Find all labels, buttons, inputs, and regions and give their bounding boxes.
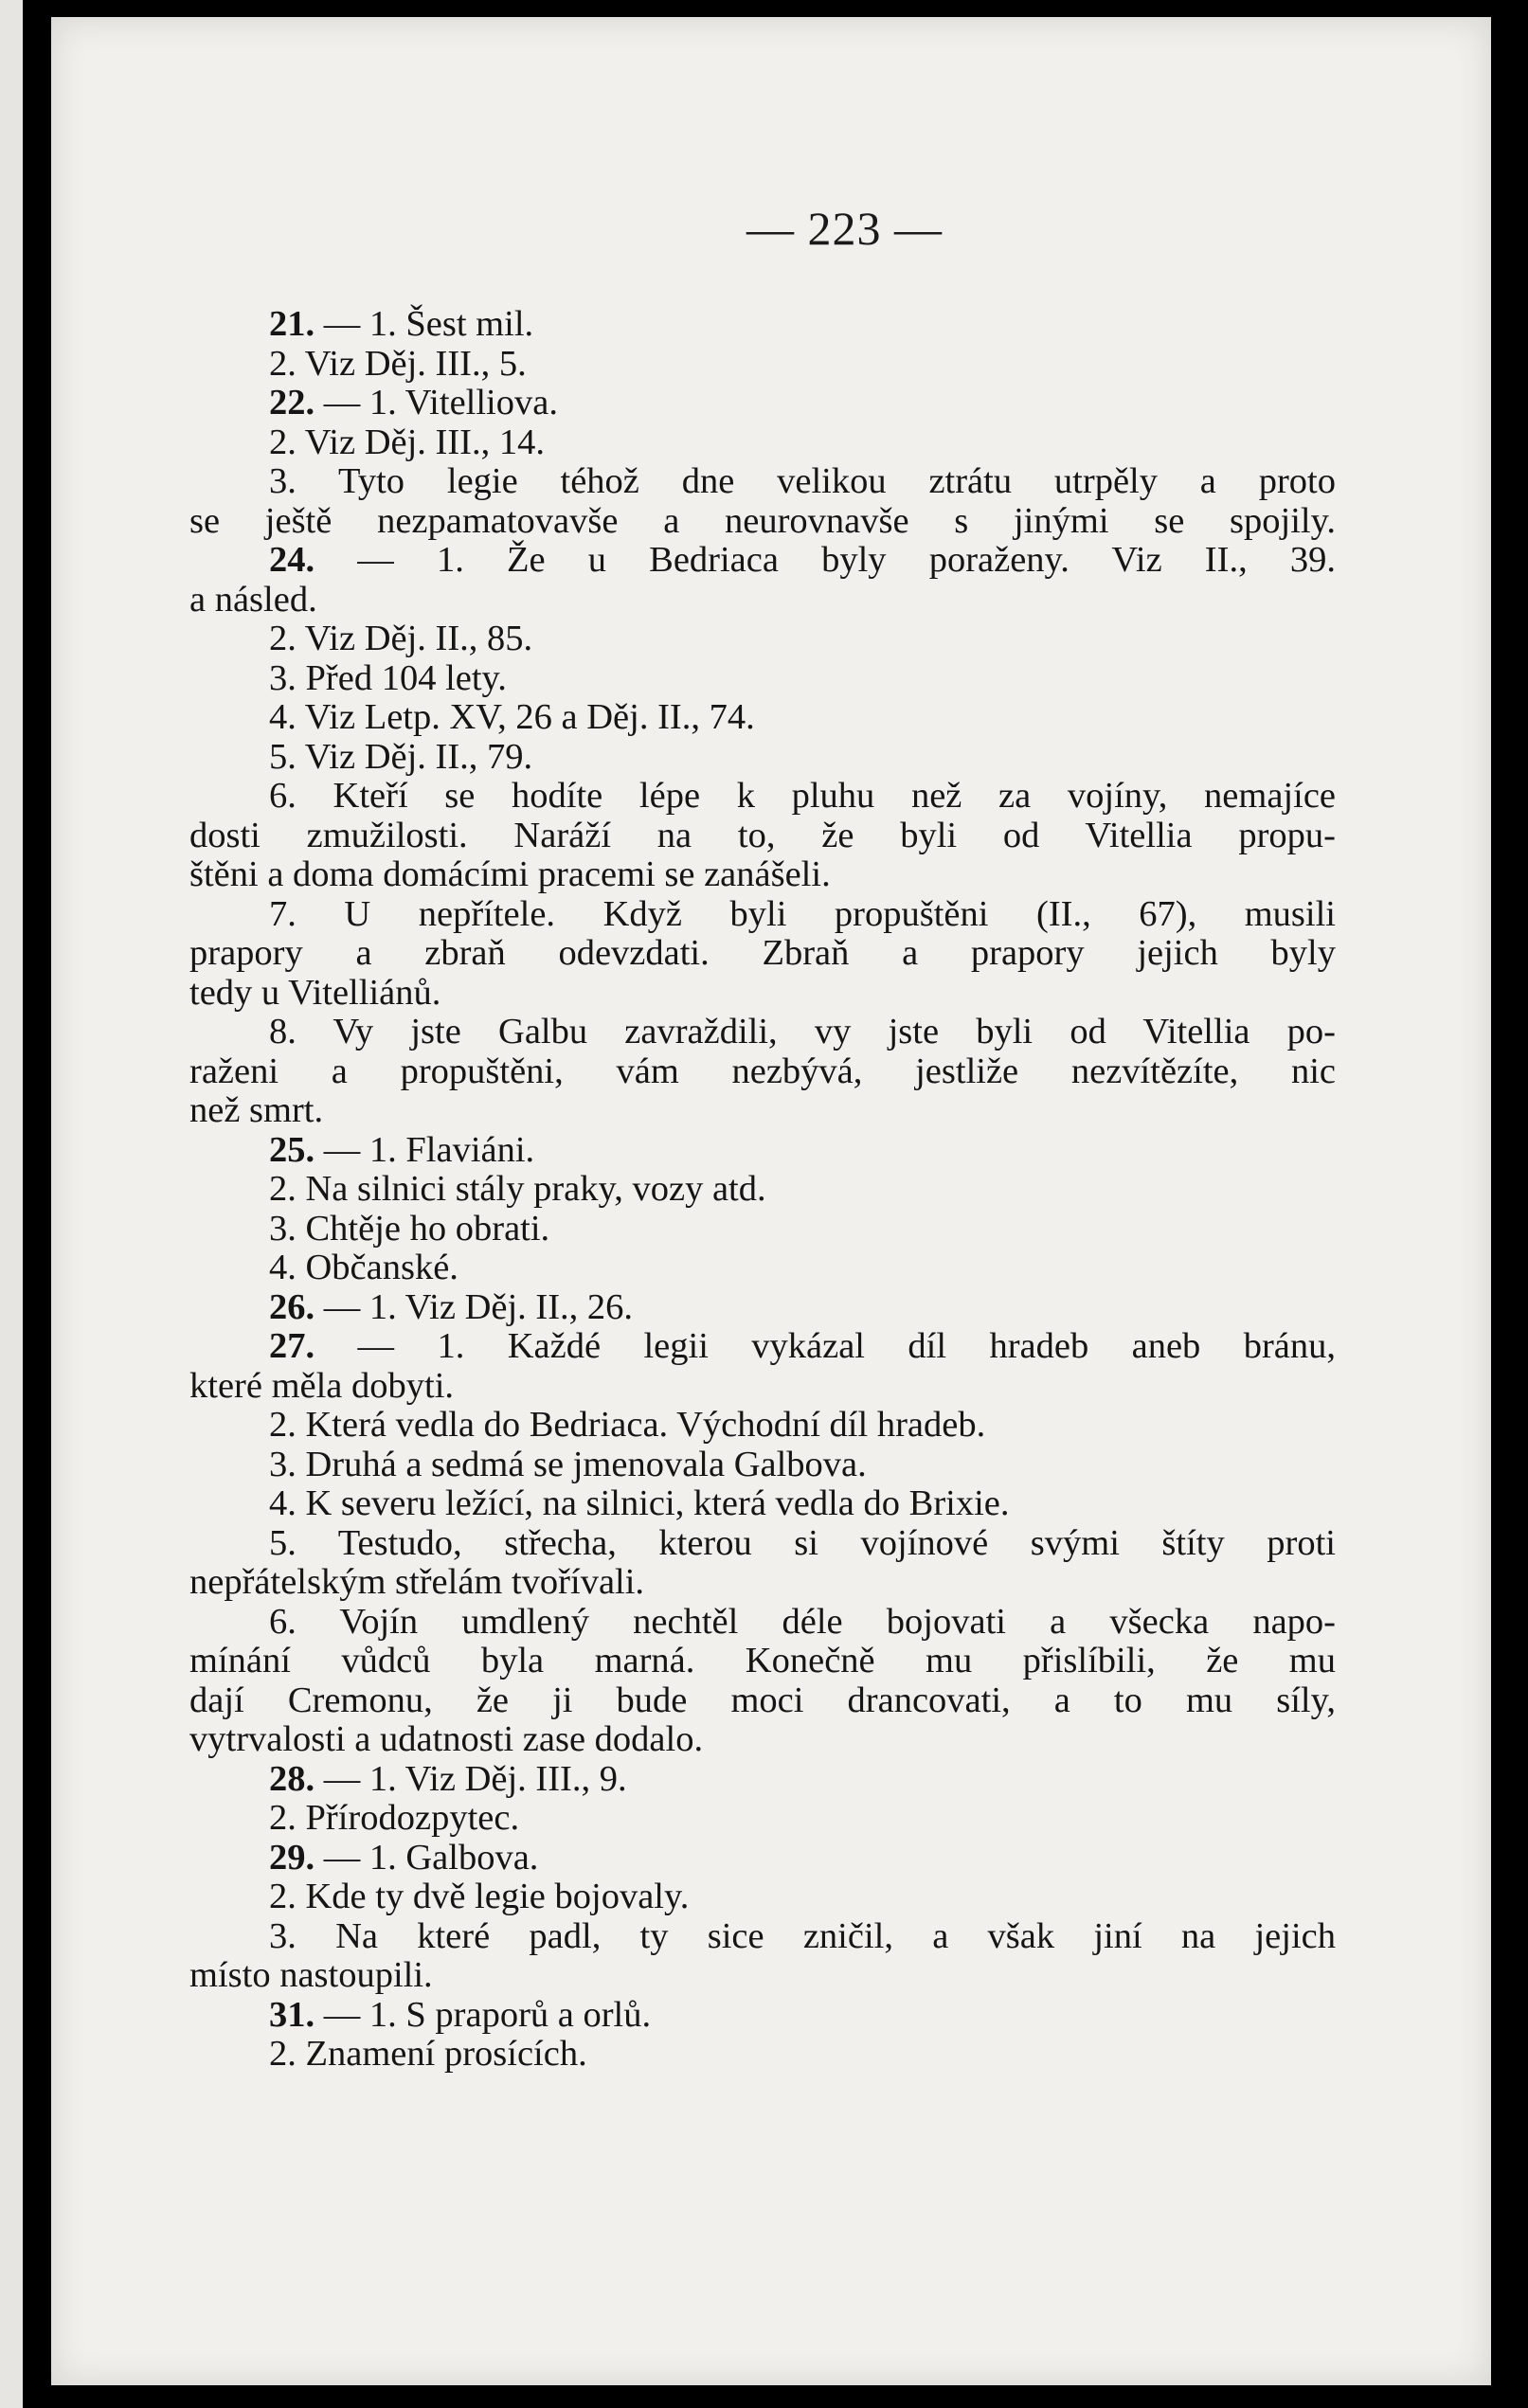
notes-text-block [189,305,1336,2075]
line-text: 2. Která vedla do Bedriaca. Východní díl hradeb. [269,1405,986,1445]
page-number: — 223 — [746,202,943,255]
text-line [189,1799,1336,1839]
text-line [189,1091,1336,1131]
adjacent-page-edge [0,0,23,2408]
line-text: vytrvalosti a udatnosti zase dodalo. [189,1719,704,1759]
text-line [189,1878,1336,1917]
line-text: — 1. Flaviáni. [315,1129,535,1170]
note-number: 27. [269,1326,315,1366]
text-line [189,541,1336,581]
line-text: 6. Vojín umdlený nechtěl déle bojovati a všecka napo- [269,1601,1336,1642]
text-line [189,659,1336,699]
text-line [189,1406,1336,1446]
line-text: — 1. Každé legii vykázal díl hradeb aneb bránu, [315,1326,1336,1366]
text-line [189,1170,1336,1210]
line-text: 2. Viz Děj. II., 85. [269,619,533,658]
line-text: 3. Před 104 lety. [269,657,507,698]
line-text: 2. Kde ty dvě legie bojovaly. [269,1877,690,1916]
text-line [189,384,1336,423]
line-text: které měla dobyti. [189,1365,455,1406]
line-text: 2. Přírodozpytec. [269,1798,520,1838]
text-line [189,1839,1336,1878]
text-line [189,1052,1336,1092]
note-number: 31. [269,1994,315,2035]
line-text: prapory a zbraň odevzdati. Zbraň a prapory jejich byly [189,933,1336,973]
line-text: 3. Tyto legie téhož dne velikou ztrátu utrpěly a proto [269,461,1336,501]
text-line [189,1327,1336,1367]
text-line [189,1996,1336,2036]
text-line [189,1720,1336,1760]
text-line [189,2035,1336,2075]
line-text: 5. Viz Děj. II., 79. [269,736,533,777]
line-text: štěni a doma domácími pracemi se zanášeli. [189,854,831,894]
text-line [189,777,1336,817]
text-line [189,1367,1336,1407]
line-text: 4. K severu ležící, na silnici, která vedla do Brixie. [269,1483,1010,1523]
note-number: 26. [269,1286,315,1327]
note-number: 29. [269,1837,315,1878]
text-line [189,1131,1336,1171]
line-text: — 1. Že u Bedriaca byly poraženy. Viz II., 39. [315,540,1336,580]
line-text: tedy u Vitelliánů. [189,972,441,1013]
note-number: 21. [269,304,315,344]
text-line [189,1956,1336,1996]
line-text: a násled. [189,579,317,620]
note-number: 28. [269,1758,315,1799]
line-text: 3. Chtěje ho obrati. [269,1208,550,1249]
note-number: 25. [269,1129,315,1170]
line-text: 8. Vy jste Galbu zavraždili, vy jste byli od Vitellia po- [269,1012,1336,1051]
line-text: 6. Kteří se hodíte lépe k pluhu než za vojíny, nemajíce [269,776,1336,816]
line-text: — 1. S praporů a orlů. [315,1994,652,2035]
text-line [189,738,1336,778]
text-line [189,895,1336,935]
text-line [189,345,1336,385]
text-line [189,698,1336,738]
line-text: — 1. Viz Děj. III., 9. [315,1758,627,1799]
line-text: se ještě nezpamatovavše a neurovnavše s jinými se spojily. [189,500,1336,541]
text-line [189,1446,1336,1485]
line-text: 3. Na které padl, ty sice zničil, a však jiní na jejich [269,1915,1336,1956]
note-number: 22. [269,383,315,422]
text-line [189,1210,1336,1249]
text-line [189,974,1336,1014]
text-line [189,817,1336,856]
line-text: 2. Na silnici stály praky, vozy atd. [269,1169,766,1209]
text-line [189,1681,1336,1721]
line-text: — 1. Viz Děj. II., 26. [315,1286,634,1327]
line-text: 4. Viz Letp. XV, 26 a Děj. II., 74. [269,697,755,737]
text-line [189,1249,1336,1288]
text-line [189,1288,1336,1328]
line-text: 3. Druhá a sedmá se jmenovala Galbova. [269,1444,867,1484]
line-text: — 1. Galbova. [315,1837,539,1878]
text-line [189,1524,1336,1564]
line-text: 2. Znamení prosících. [269,2034,587,2074]
text-line [189,1917,1336,1957]
line-text: než smrt. [189,1090,324,1130]
text-line [189,1484,1336,1524]
line-text: 4. Občanské. [269,1248,458,1287]
text-line [189,462,1336,502]
text-line [189,1642,1336,1681]
text-line [189,581,1336,620]
text-line [189,855,1336,895]
text-line [189,1603,1336,1643]
text-line [189,934,1336,974]
text-line [189,1013,1336,1052]
text-line [189,502,1336,542]
text-line [189,423,1336,463]
line-text: mínání vůdců byla marná. Konečně mu přislíbili, že mu [189,1641,1336,1680]
text-line [189,620,1336,659]
line-text: dají Cremonu, že ji bude moci drancovati, a to mu síly, [189,1680,1336,1720]
text-line [189,1563,1336,1603]
note-number: 24. [269,540,315,580]
line-text: 7. U nepřítele. Když byli propuštěni (II., 67), musili [269,893,1336,934]
line-text: dosti zmužilosti. Naráží na to, že byli od Vitellia propu- [189,815,1336,855]
line-text: nepřátelským střelám tvořívali. [189,1562,645,1602]
text-line [189,305,1336,345]
line-text: 5. Testudo, střecha, kterou si vojínové svými štíty proti [269,1522,1336,1563]
line-text: 2. Viz Děj. III., 14. [269,422,546,462]
text-line [189,1760,1336,1800]
line-text: — 1. Šest mil. [315,304,534,344]
line-text: raženi a propuštěni, vám nezbývá, jestliže nezvítězíte, nic [189,1051,1336,1091]
line-text: 2. Viz Děj. III., 5. [269,343,527,384]
line-text: místo nastoupili. [189,1955,433,1995]
line-text: — 1. Vitelliova. [315,383,558,422]
